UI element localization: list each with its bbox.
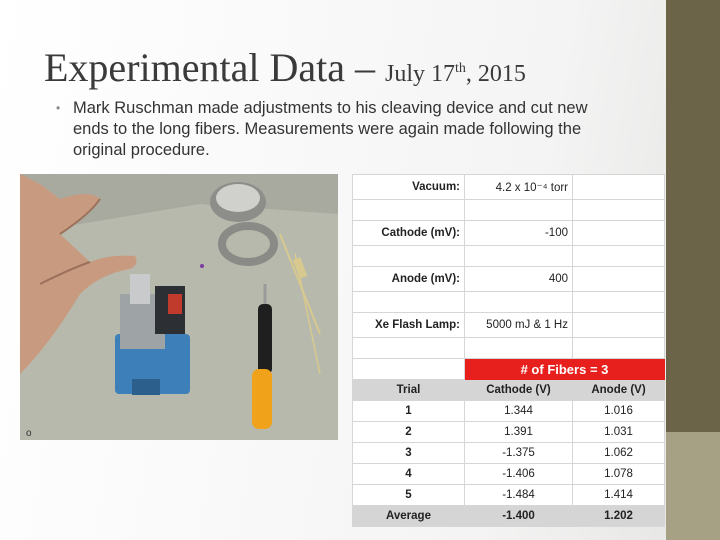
title-date-suffix: , 2015 (465, 61, 526, 87)
average-anode: 1.202 (573, 506, 665, 527)
average-cathode: -1.400 (465, 506, 573, 527)
param-label: Vacuum: (353, 175, 465, 200)
param-row-vacuum (353, 175, 665, 200)
photo-illustration (20, 174, 338, 440)
title-date-sup: th (455, 61, 466, 76)
anode-cell: 1.016 (573, 401, 665, 422)
fiber-count-label: # of Fibers = 3 (465, 359, 665, 380)
fiber-count-row (353, 359, 665, 380)
bullet-point (56, 98, 616, 161)
title-date-prefix: July 17 (384, 61, 455, 87)
cathode-cell: 1.391 (465, 422, 573, 443)
average-label: Average (353, 506, 465, 527)
title-main: Experimental Data – (44, 45, 385, 90)
table-row (353, 401, 665, 422)
bullet-dot-icon: • (56, 101, 61, 115)
trial-cell: 1 (353, 401, 465, 422)
anode-cell: 1.031 (573, 422, 665, 443)
bullet-text: Mark Ruschman made adjustments to his cleaving device and cut new ends to the long fibers. Measurements were again made following the original procedure. (73, 99, 588, 159)
trial-cell: 3 (353, 443, 465, 464)
param-row-cathode (353, 221, 665, 246)
slide-title (44, 44, 526, 91)
cathode-cell: 1.344 (465, 401, 573, 422)
anode-cell: 1.062 (573, 443, 665, 464)
title-date (385, 61, 526, 87)
table-row (353, 464, 665, 485)
param-value: 4.2 x 10⁻⁴ torr (465, 175, 573, 200)
table-row (353, 443, 665, 464)
anode-cell: 1.414 (573, 485, 665, 506)
header-trial: Trial (353, 380, 465, 401)
trial-cell: 4 (353, 464, 465, 485)
param-value: -100 (465, 221, 573, 246)
trial-cell: 5 (353, 485, 465, 506)
average-row (353, 506, 665, 527)
param-label: Xe Flash Lamp: (353, 313, 465, 338)
param-row-anode (353, 267, 665, 292)
table-header-row (353, 380, 665, 401)
param-label: Cathode (mV): (353, 221, 465, 246)
anode-cell: 1.078 (573, 464, 665, 485)
param-value: 400 (465, 267, 573, 292)
param-row-flash-lamp (353, 313, 665, 338)
cathode-cell: -1.406 (465, 464, 573, 485)
cathode-cell: -1.375 (465, 443, 573, 464)
header-cathode: Cathode (V) (465, 380, 573, 401)
param-label: Anode (mV): (353, 267, 465, 292)
measurement-table (352, 174, 665, 527)
svg-text:o: o (26, 428, 32, 439)
table-row (353, 485, 665, 506)
trial-cell: 2 (353, 422, 465, 443)
param-value: 5000 mJ & 1 Hz (465, 313, 573, 338)
cleaving-device-photo (20, 174, 338, 440)
header-anode: Anode (V) (573, 380, 665, 401)
decorative-side-band-light (666, 432, 720, 540)
cathode-cell: -1.484 (465, 485, 573, 506)
table-row (353, 422, 665, 443)
